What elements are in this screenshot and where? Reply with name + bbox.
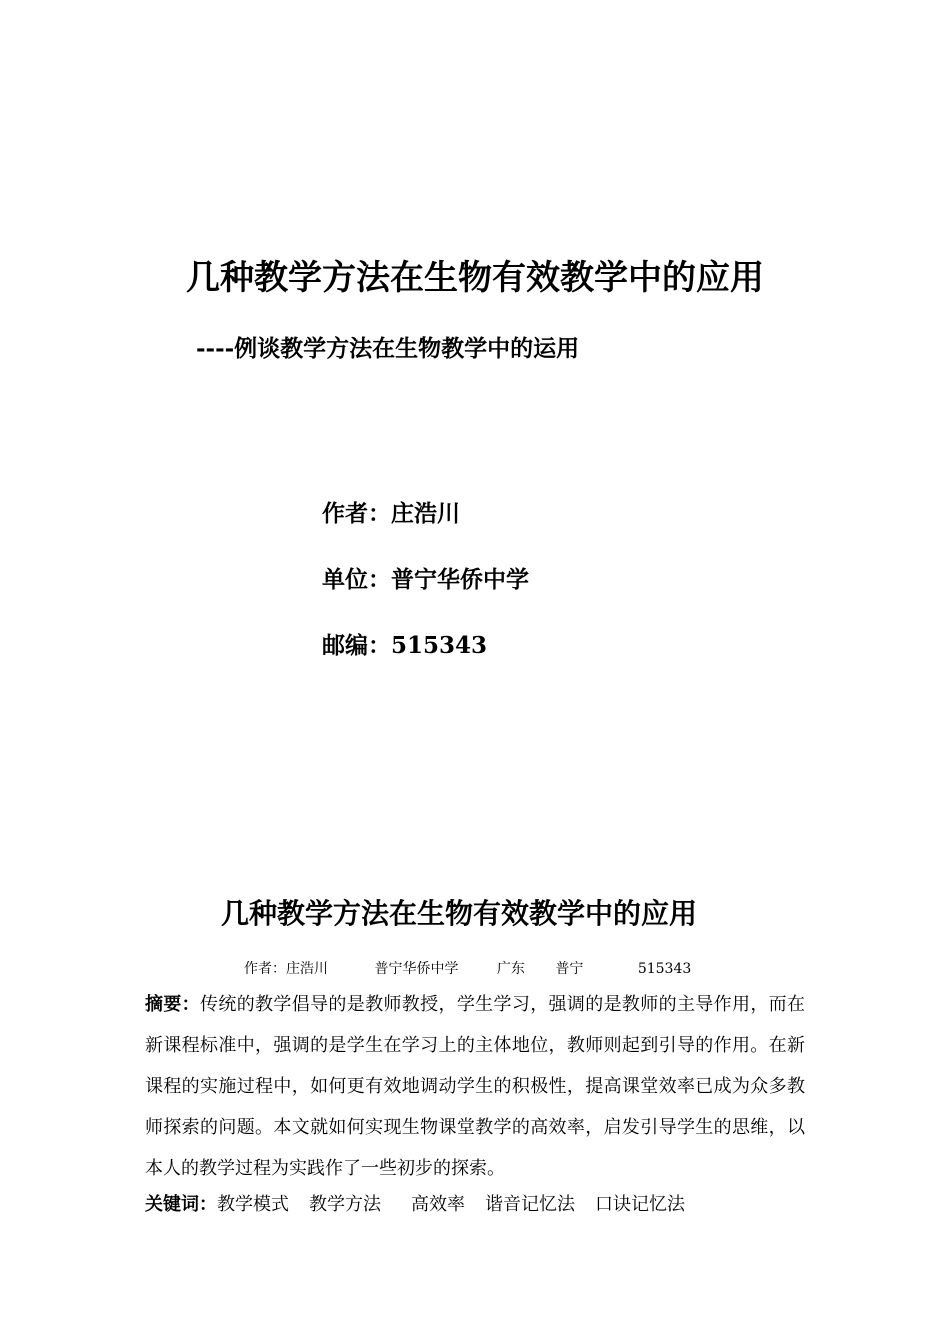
cover-unit-line: 单位：普宁华侨中学: [322, 566, 529, 593]
abstract-text: 传统的教学倡导的是教师教授，学生学习，强调的是教师的主导作用，而在新课程标准中，强调的是学生在学习上的主体地位，教师则起到引导的作用。在新课程的实施过程中，如何更有效地调动学生的积极性，提高课堂效率已成为众多教师探索的问题。本文就如何实现生物课堂教学的高效率，启发引导学生的思维，以本人的教学过程为实践作了一些初步的探索。: [145, 994, 805, 1179]
cover-subtitle: ----例谈教学方法在生物教学中的运用: [196, 335, 580, 362]
byline-school: 普宁华侨中学: [374, 961, 459, 977]
keyword-item: 口诀记忆法: [595, 1194, 685, 1215]
keywords-label: 关键词：: [145, 1194, 217, 1215]
keyword-item: 教学方法: [309, 1194, 381, 1215]
abstract-paragraph: [145, 984, 805, 1189]
cover-postcode-line: 邮编：515343: [322, 632, 488, 659]
article-byline: [244, 958, 691, 978]
cover-title: 几种教学方法在生物有效教学中的应用: [186, 258, 764, 298]
byline-city: 普宁: [555, 961, 584, 977]
byline-postcode: 515343: [637, 961, 692, 977]
keyword-item: 教学模式: [217, 1194, 289, 1215]
keywords-line: [145, 1190, 705, 1216]
byline-province: 广东: [496, 961, 525, 977]
abstract-label: 摘要：: [145, 994, 201, 1015]
cover-author-line: 作者：庄浩川: [322, 500, 460, 527]
article-title: 几种教学方法在生物有效教学中的应用: [220, 897, 697, 930]
byline-author-label: 作者：: [244, 961, 286, 977]
keyword-item: 高效率: [411, 1194, 465, 1215]
cover-info-block: [322, 496, 529, 694]
byline-author-name: 庄浩川: [286, 961, 328, 977]
keyword-item: 谐音记忆法: [485, 1194, 575, 1215]
